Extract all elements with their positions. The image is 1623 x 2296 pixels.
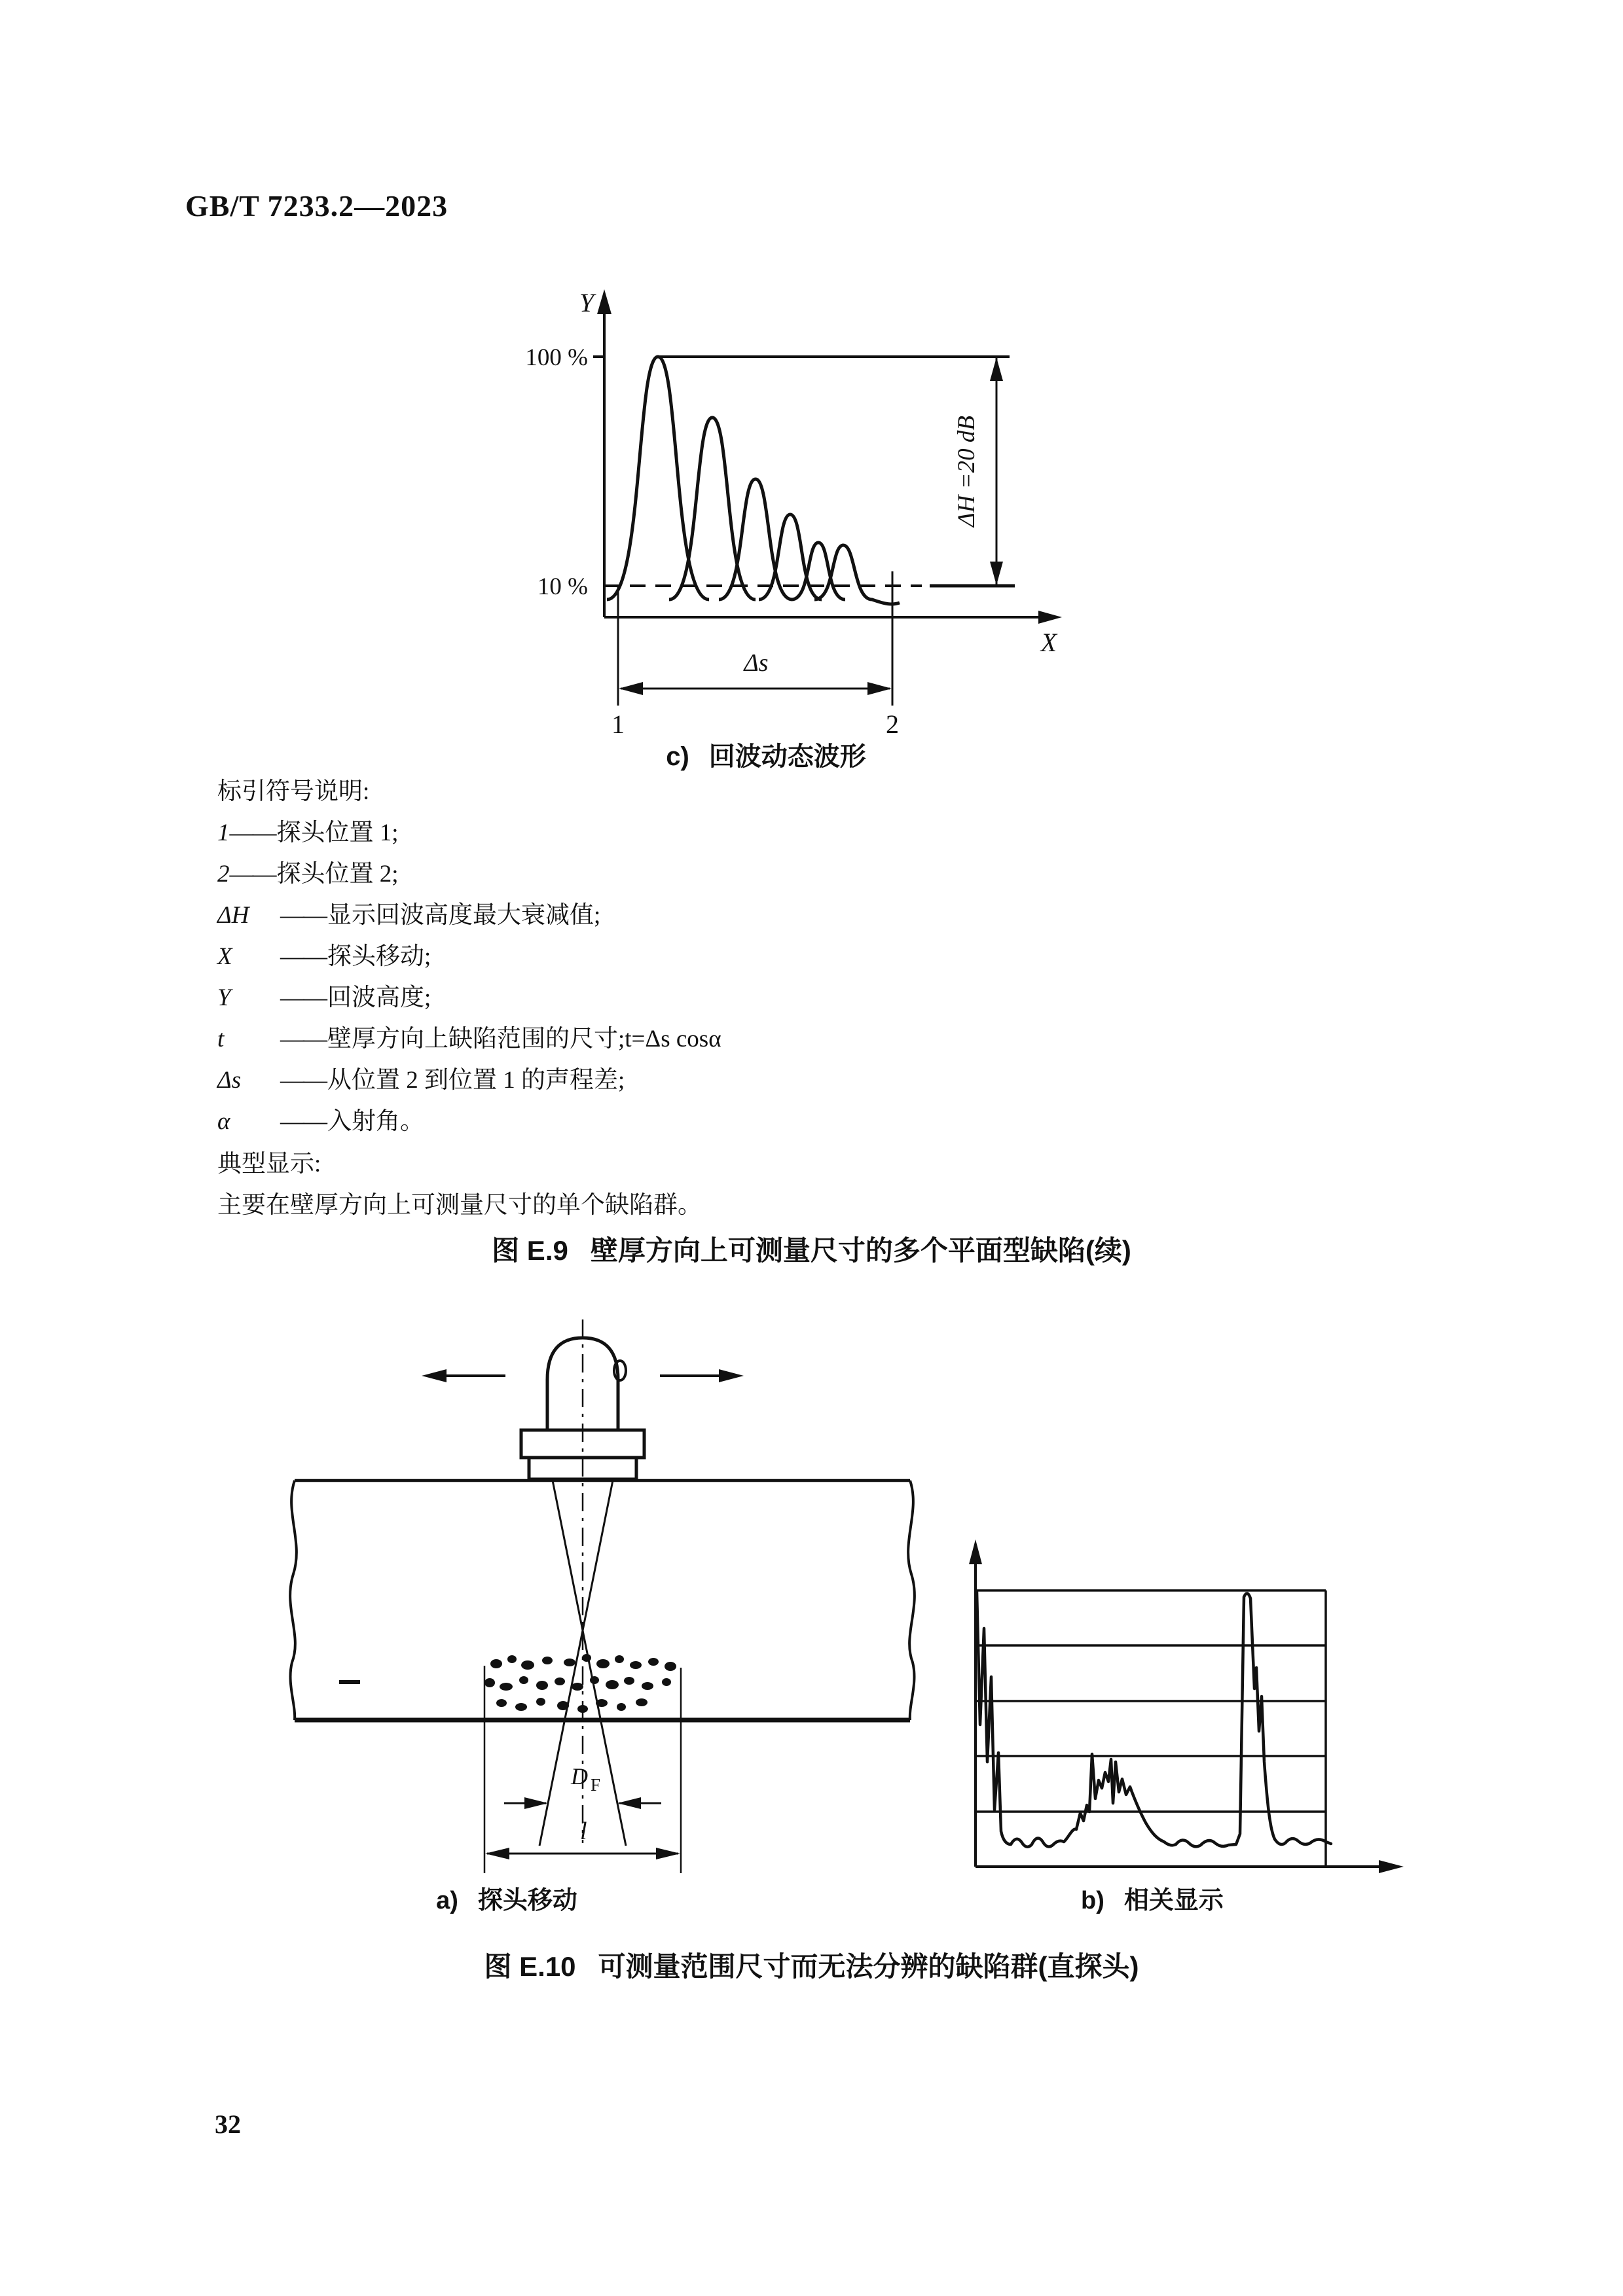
tick-10-label: 10 % [537, 573, 588, 600]
screen-grid [976, 1590, 1326, 1867]
delta-s-label: Δs [744, 649, 769, 677]
beam-edge-left [553, 1480, 626, 1846]
caption-c [458, 736, 1074, 773]
x-axis-label: X [1040, 628, 1057, 657]
scan-arrow-right-head [719, 1369, 744, 1382]
delta-h-arrow-down [990, 562, 1003, 585]
typical-display-text: 主要在壁厚方向上可测量尺寸的单个缺陷群。 [217, 1192, 702, 1219]
echo-envelope-curves [607, 357, 900, 604]
y-axis-arrowhead [597, 289, 611, 314]
typical-display-label: 典型显示: [217, 1151, 321, 1177]
legend-item-delta-h: ΔH —— 显示回波高度最大衰减值; [217, 902, 601, 929]
caption-c-text: 回波动态波形 [708, 742, 866, 771]
legend-item-alpha: α —— 入射角。 [217, 1108, 424, 1135]
y-axis-label: Y [579, 288, 594, 317]
echo-dynamic-waveform-chart [498, 281, 1113, 779]
delta-h-label: ΔH =20 dB [953, 415, 980, 528]
position-1-label: 1 [611, 709, 625, 739]
figure-e10-title: 可测量范围尺寸而无法分辨的缺陷群(直探头) [598, 1951, 1139, 1982]
legend-item-y: Y —— 回波高度; [217, 984, 431, 1011]
df-dim-label-sub: F [591, 1775, 601, 1795]
defect-cluster-dots [484, 1654, 676, 1713]
probe-connector-nub [614, 1361, 626, 1380]
caption-b-prefix: b) [1081, 1887, 1104, 1914]
legend-item-1: 1 —— 探头位置 1; [217, 819, 399, 846]
delta-s-arrow-left [619, 682, 643, 695]
b-y-axis-arrowhead [969, 1539, 982, 1564]
l-dim-left-head [485, 1848, 509, 1859]
x-axis-arrowhead [1038, 611, 1062, 624]
legend-item-2: 2 —— 探头位置 2; [217, 861, 399, 888]
df-dim-label: D [571, 1763, 588, 1789]
caption-b [917, 1880, 1388, 1916]
caption-a-prefix: a) [436, 1887, 458, 1914]
block-right-break-edge [908, 1480, 915, 1720]
position-2-label: 2 [886, 709, 899, 739]
page-number: 32 [215, 2109, 241, 2139]
block-left-break-edge [290, 1480, 297, 1720]
legend-item-x: X —— 探头移动; [217, 943, 431, 970]
caption-b-text: 相关显示 [1123, 1887, 1224, 1914]
standard-number-header: GB/T 7233.2—2023 [185, 189, 448, 223]
figure-e9-caption [0, 1229, 1623, 1268]
legend-item-delta-s: Δs —— 从位置 2 到位置 1 的声程差; [217, 1067, 625, 1094]
figure-e10-caption [0, 1945, 1623, 1984]
caption-c-prefix: c) [666, 742, 689, 771]
figure-e10-number: 图 E.10 [484, 1951, 576, 1982]
symbol-legend [217, 771, 1461, 1226]
a-scan-trace [977, 1592, 1331, 1847]
l-dim-label: l [580, 1818, 587, 1845]
df-dim-left-head [524, 1797, 548, 1809]
tick-100-label: 100 % [525, 344, 588, 371]
figure-e9-number: 图 E.9 [492, 1235, 568, 1266]
caption-a [258, 1880, 756, 1916]
scan-arrow-left-head [422, 1369, 447, 1382]
delta-s-arrow-right [867, 682, 892, 695]
legend-title: 标引符号说明: [217, 778, 370, 805]
a-scan-display-diagram [949, 1532, 1421, 1911]
caption-a-text: 探头移动 [477, 1887, 577, 1914]
delta-h-arrow-up [990, 357, 1003, 381]
figure-e9-title: 壁厚方向上可测量尺寸的多个平面型缺陷(续) [590, 1235, 1131, 1266]
legend-item-t: t —— 壁厚方向上缺陷范围的尺寸;t=Δs cosα [217, 1026, 721, 1052]
b-x-axis-arrowhead [1379, 1860, 1404, 1873]
l-dim-right-head [656, 1848, 680, 1859]
df-dim-right-head [617, 1797, 641, 1809]
probe-movement-diagram [288, 1316, 1048, 1885]
